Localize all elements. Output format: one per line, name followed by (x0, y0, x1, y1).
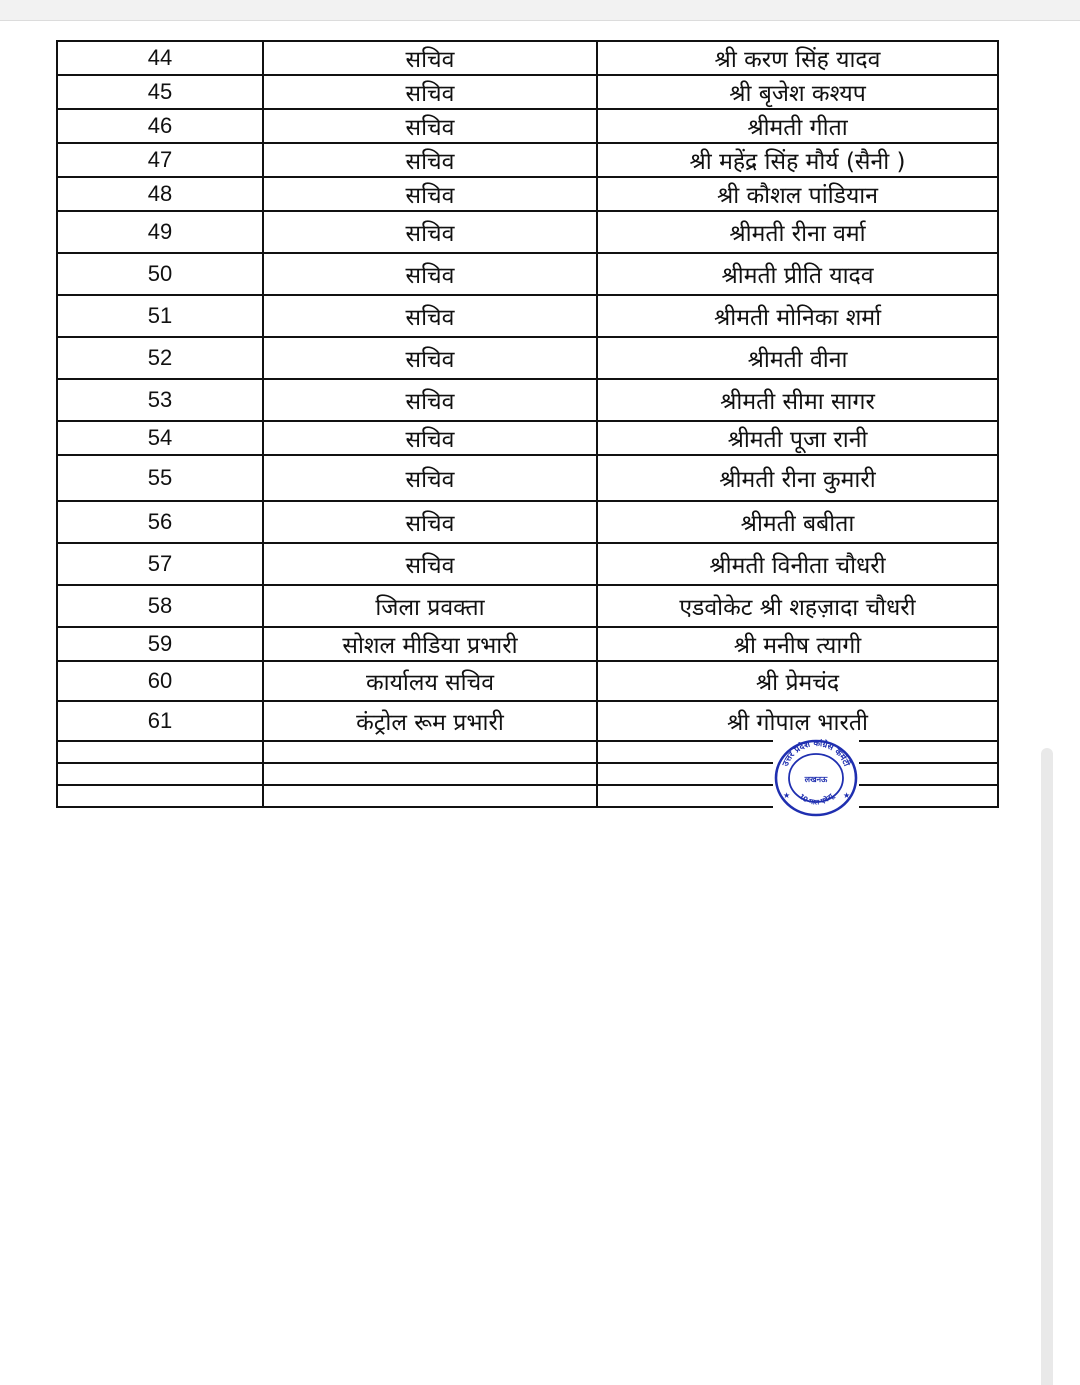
post-cell: सचिव (263, 295, 597, 337)
table-row (57, 253, 998, 295)
serial-number-cell: 55 (57, 455, 263, 501)
post-cell: सचिव (263, 109, 597, 143)
member-name-cell: श्री प्रेमचंद (597, 661, 998, 701)
post-cell: सचिव (263, 41, 597, 75)
member-name-cell: श्रीमती पूजा रानी (597, 421, 998, 455)
member-name-cell: श्रीमती विनीता चौधरी (597, 543, 998, 585)
post-cell: सचिव (263, 501, 597, 543)
member-name-cell: श्री गोपाल भारती (597, 701, 998, 741)
serial-number-cell: 48 (57, 177, 263, 211)
member-name-cell: श्री बृजेश कश्यप (597, 75, 998, 109)
member-name-cell: श्रीमती सीमा सागर (597, 379, 998, 421)
svg-text:लखनऊ: लखनऊ (804, 775, 828, 784)
member-name-cell: श्रीमती रीना वर्मा (597, 211, 998, 253)
table-row (57, 543, 998, 585)
table-row (57, 455, 998, 501)
table-row (57, 661, 998, 701)
svg-text:★: ★ (843, 791, 851, 800)
serial-number-cell: 58 (57, 585, 263, 627)
post-cell (263, 763, 597, 785)
seal-stamp-icon (773, 738, 859, 818)
member-name-cell: श्री कौशल पांडियान (597, 177, 998, 211)
member-name-cell: श्री करण सिंह यादव (597, 41, 998, 75)
serial-number-cell: 49 (57, 211, 263, 253)
serial-number-cell (57, 763, 263, 785)
post-cell: कार्यालय सचिव (263, 661, 597, 701)
member-name-cell: एडवोकेट श्री शहज़ादा चौधरी (597, 585, 998, 627)
post-cell: सचिव (263, 211, 597, 253)
party-office-seal (773, 738, 859, 818)
table-row (57, 501, 998, 543)
table-row (57, 421, 998, 455)
vertical-scrollbar[interactable] (1041, 748, 1053, 1385)
table-row (57, 295, 998, 337)
serial-number-cell: 46 (57, 109, 263, 143)
table-row (57, 143, 998, 177)
table-row (57, 75, 998, 109)
post-cell: सचिव (263, 75, 597, 109)
serial-number-cell: 52 (57, 337, 263, 379)
member-name-cell: श्री मनीष त्यागी (597, 627, 998, 661)
serial-number-cell: 47 (57, 143, 263, 177)
post-cell: सचिव (263, 379, 597, 421)
serial-number-cell: 56 (57, 501, 263, 543)
post-cell: सचिव (263, 177, 597, 211)
svg-text:10 माल एवेन्यू: 10 माल एवेन्यू (797, 792, 835, 807)
table-row (57, 337, 998, 379)
post-cell: सचिव (263, 253, 597, 295)
member-name-cell: श्रीमती मोनिका शर्मा (597, 295, 998, 337)
member-name-cell: श्रीमती बबीता (597, 501, 998, 543)
table-row (57, 627, 998, 661)
post-cell: कंट्रोल रूम प्रभारी (263, 701, 597, 741)
serial-number-cell: 45 (57, 75, 263, 109)
serial-number-cell: 59 (57, 627, 263, 661)
svg-text:उत्तर प्रदेश कांग्रेस कमेटी: उत्तर प्रदेश कांग्रेस कमेटी (780, 738, 852, 768)
serial-number-cell: 60 (57, 661, 263, 701)
post-cell (263, 741, 597, 763)
table-row (57, 585, 998, 627)
table-body (57, 41, 998, 807)
member-name-cell: श्रीमती वीना (597, 337, 998, 379)
member-name-cell: श्री महेंद्र सिंह मौर्य (सैनी ) (597, 143, 998, 177)
table-row (57, 701, 998, 741)
serial-number-cell: 51 (57, 295, 263, 337)
table-row (57, 211, 998, 253)
table-row (57, 41, 998, 75)
serial-number-cell: 54 (57, 421, 263, 455)
serial-number-cell: 50 (57, 253, 263, 295)
post-cell: सचिव (263, 543, 597, 585)
serial-number-cell: 53 (57, 379, 263, 421)
serial-number-cell: 61 (57, 701, 263, 741)
post-cell: सचिव (263, 337, 597, 379)
viewer-top-bar (0, 0, 1080, 21)
svg-text:★: ★ (783, 791, 791, 800)
serial-number-cell: 57 (57, 543, 263, 585)
post-cell: सचिव (263, 421, 597, 455)
post-cell (263, 785, 597, 807)
post-cell: जिला प्रवक्ता (263, 585, 597, 627)
post-cell: सचिव (263, 455, 597, 501)
table-row (57, 379, 998, 421)
serial-number-cell (57, 785, 263, 807)
member-name-cell: श्रीमती गीता (597, 109, 998, 143)
office-bearers-table (56, 40, 999, 808)
member-name-cell: श्रीमती प्रीति यादव (597, 253, 998, 295)
post-cell: सोशल मीडिया प्रभारी (263, 627, 597, 661)
serial-number-cell (57, 741, 263, 763)
table-row (57, 109, 998, 143)
post-cell: सचिव (263, 143, 597, 177)
table-row (57, 177, 998, 211)
member-name-cell: श्रीमती रीना कुमारी (597, 455, 998, 501)
serial-number-cell: 44 (57, 41, 263, 75)
